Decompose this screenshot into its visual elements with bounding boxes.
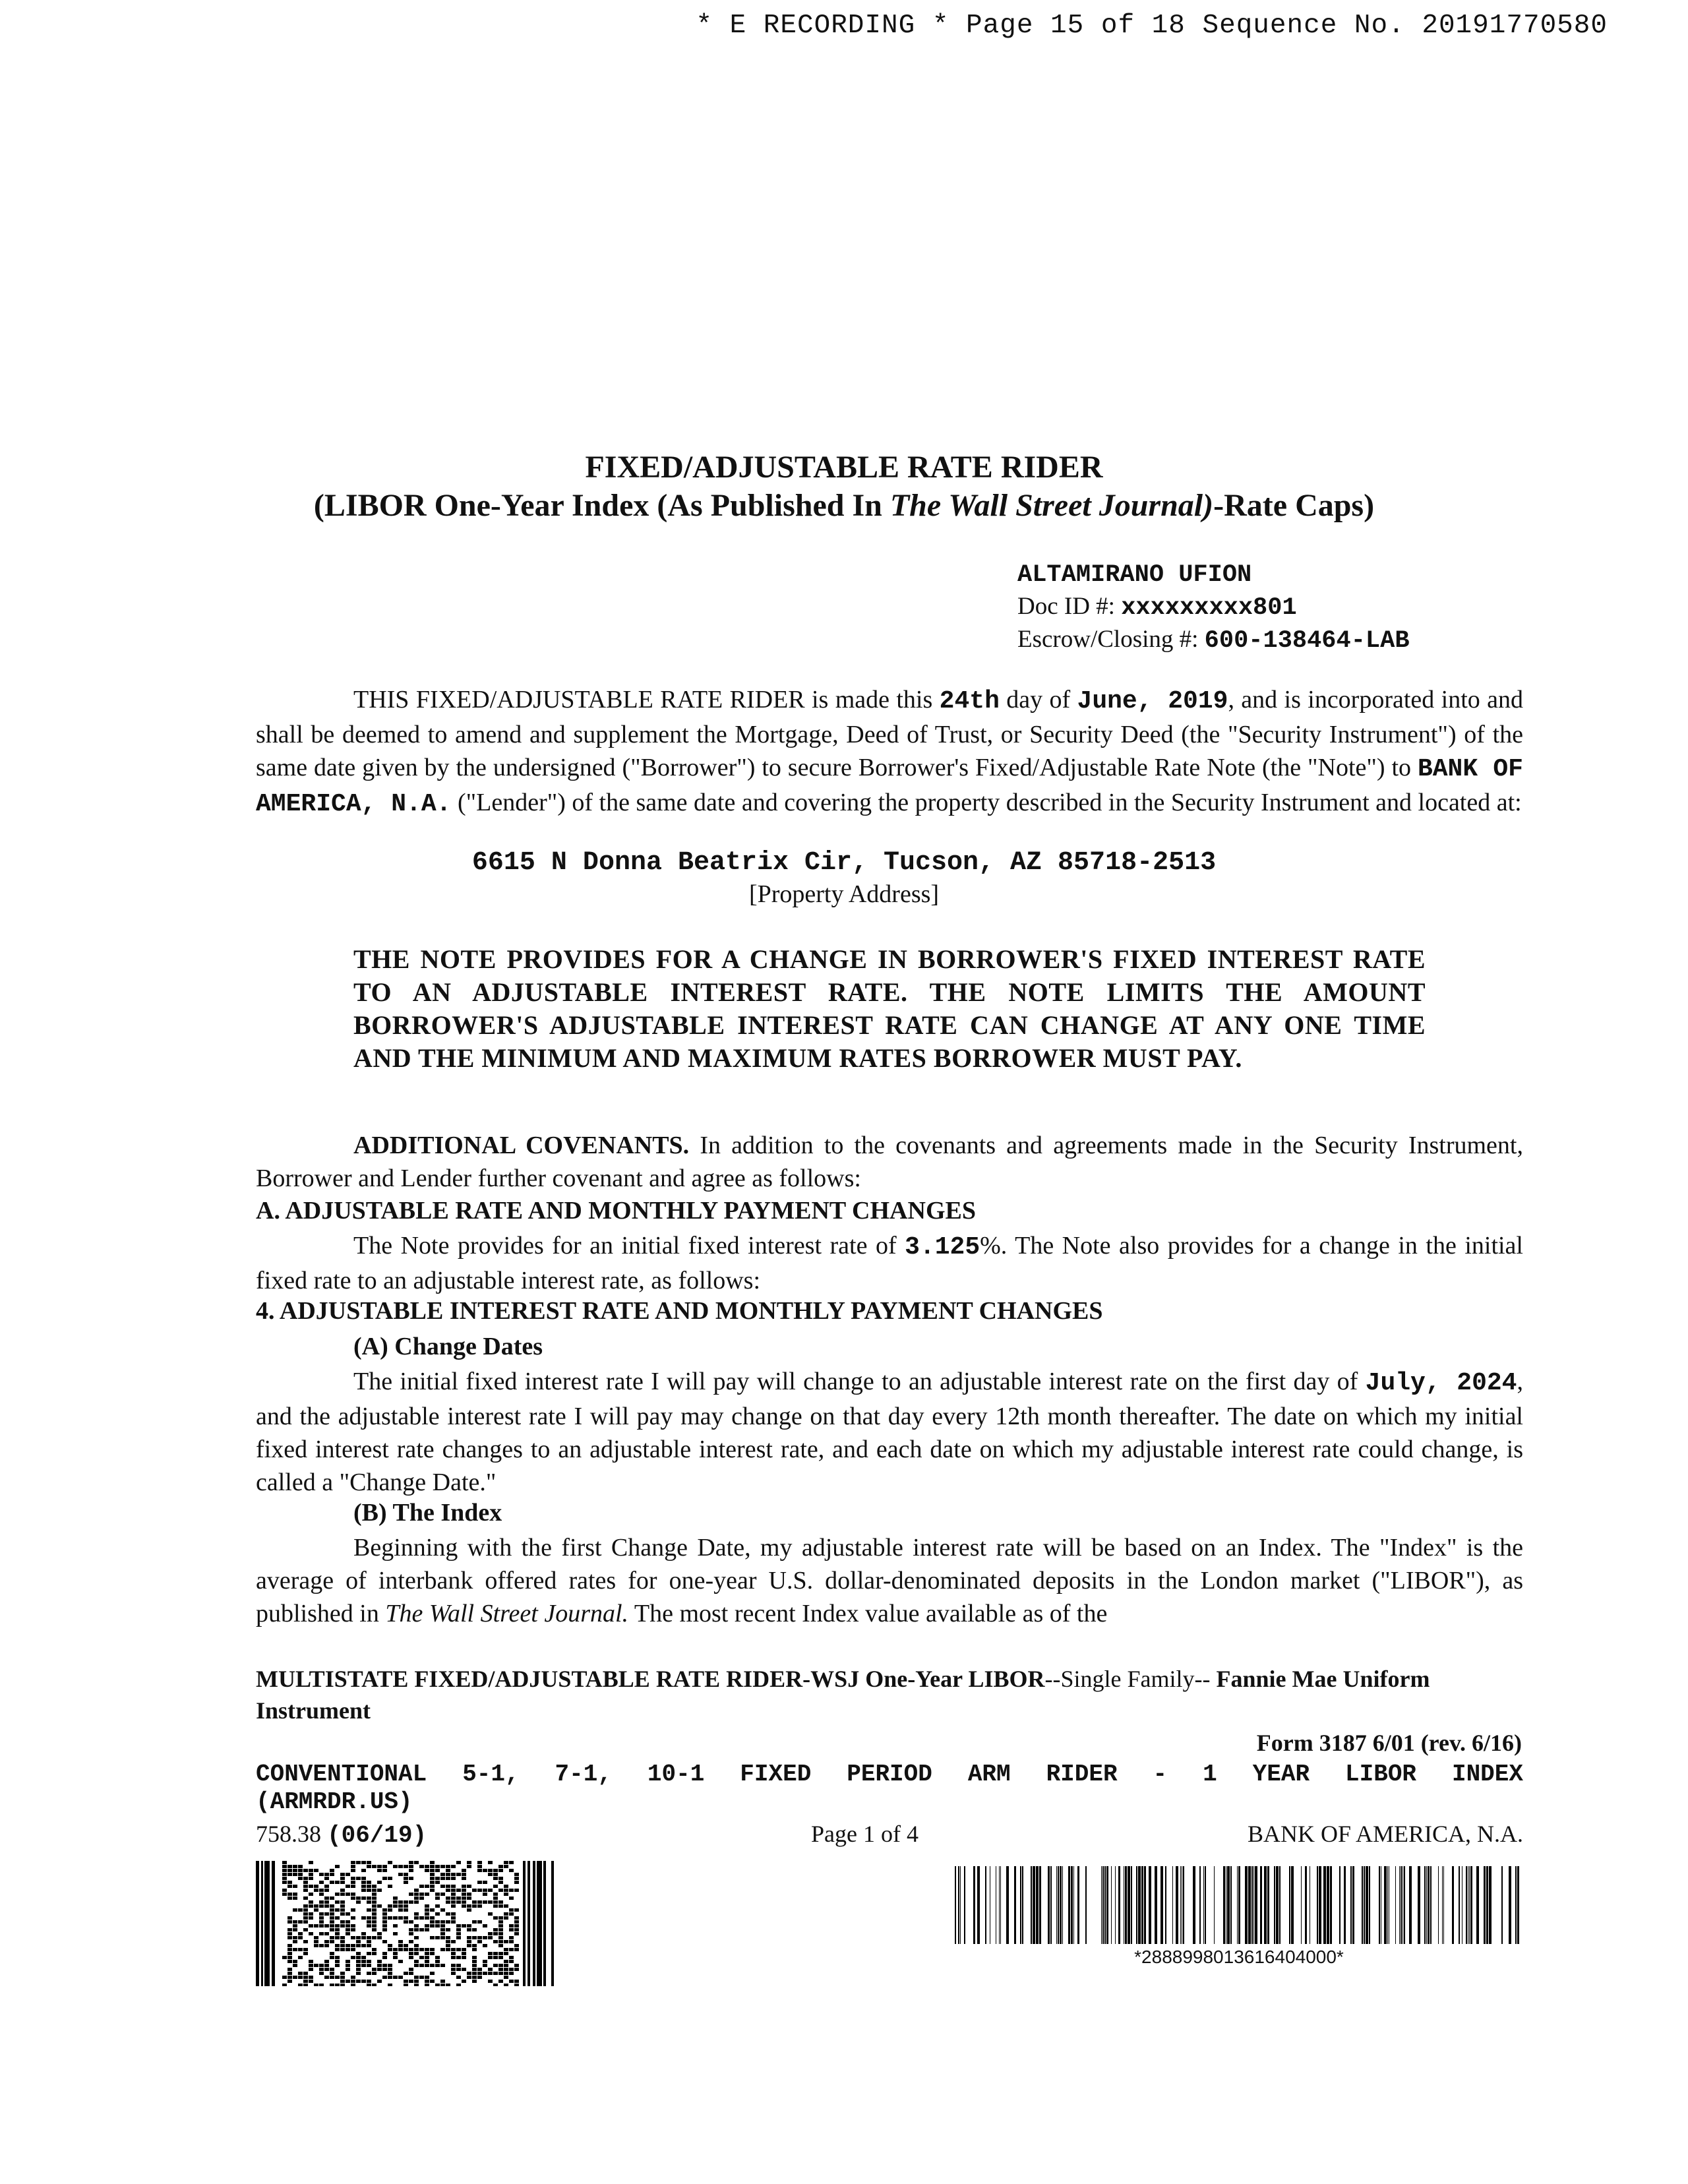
footer-lender: BANK OF AMERICA, N.A. — [1247, 1821, 1523, 1847]
footer-form-number: Form 3187 6/01 (rev. 6/16) — [1256, 1730, 1522, 1756]
change-dates-heading: (A) Change Dates — [353, 1333, 543, 1360]
2d-barcode-icon — [256, 1861, 560, 1986]
property-address-caption: [Property Address] — [748, 880, 940, 908]
section-a-heading: A. ADJUSTABLE RATE AND MONTHLY PAYMENT CHANGES — [256, 1197, 976, 1225]
doc-id: Doc ID #: xxxxxxxxx801 — [1017, 593, 1297, 622]
rate-change-notice: THE NOTE PROVIDES FOR A CHANGE IN BORROWER'S FIXED INTEREST RATE TO AN ADJUSTABLE INTEREST RATE. THE NOTE LIMITS THE AMOUNT BORROWER'S ADJUSTABLE INTEREST RATE CAN CHANGE AT ANY ONE TIME AND THE MINIMUM AND MAXIMUM RATES BORROWER MUST PAY. — [353, 944, 1426, 1073]
section-4-heading: 4. ADJUSTABLE INTEREST RATE AND MONTHLY PAYMENT CHANGES — [256, 1297, 1103, 1325]
document-ids — [1017, 559, 1410, 657]
footer-product-name: CONVENTIONAL 5-1, 7-1, 10-1 FIXED PERIOD ARM RIDER - 1 YEAR LIBOR INDEX — [256, 1761, 1523, 1788]
title-line-2: (LIBOR One-Year Index (As Published In The Wall Street Journal)-Rate Caps) — [313, 488, 1375, 523]
index-paragraph: Beginning with the first Change Date, my adjustable interest rate will be based on an Index. The "Index" is the average of interbank offered rates for one-year U.S. dollar-denominated deposits in the London market ("LIBOR"), as published in The Wall Street Journal. The most recent Index value available as of the — [256, 1534, 1523, 1627]
recording-header: * E RECORDING * Page 15 of 18 Sequence No. 20191770580 — [696, 11, 1608, 41]
footer-version: 758.38 (06/19) — [256, 1821, 427, 1849]
additional-covenants: ADDITIONAL COVENANTS. In addition to the covenants and agreements made in the Security Instrument, Borrower and Lender further covenant and agree as follows: — [256, 1132, 1523, 1192]
change-dates-paragraph: The initial fixed interest rate I will pay will change to an adjustable interest rate on the first day of July, 2024, and the adjustable interest rate I will pay may change on that day every 12th month thereafter. The date on which my initial fixed interest rate changes to an adjustable interest rate, and each date on which my adjustable interest rate could change, is called a "Change Date." — [256, 1368, 1523, 1496]
index-heading: (B) The Index — [353, 1499, 502, 1527]
page-number: Page 1 of 4 — [811, 1821, 919, 1847]
barcode-text: *2888998013616404000* — [1134, 1947, 1344, 1967]
intro-paragraph: THIS FIXED/ADJUSTABLE RATE RIDER is made this 24th day of June, 2019, and is incorporated into and shall be deemed to amend and supplement the Mortgage, Deed of Trust, or Security Deed (the "Security Instrument") of the same date given by the undersigned ("Borrower") to secure Borrower's Fixed/Adjustable Rate Note (the "Note") to BANK OF AMERICA, N.A. ("Lender") of the same date and covering the property described in the Security Instrument and located at: — [256, 686, 1524, 818]
document-title — [0, 448, 1688, 525]
title-line-1: FIXED/ADJUSTABLE RATE RIDER — [585, 450, 1103, 485]
footer-product-code: (ARMRDR.US) — [256, 1788, 413, 1815]
borrower-name: ALTAMIRANO UFION — [1017, 561, 1252, 589]
section-a-paragraph: The Note provides for an initial fixed interest rate of 3.125%. The Note also provides for a change in the initial fixed rate to an adjustable interest rate, as follows: — [256, 1232, 1523, 1294]
escrow-number: Escrow/Closing #: 600-138464-LAB — [1017, 626, 1410, 655]
footer-form-title: MULTISTATE FIXED/ADJUSTABLE RATE RIDER-WSJ One-Year LIBOR--Single Family-- Fannie Mae Uniform Instrument — [256, 1666, 1430, 1724]
barcode-icon — [955, 1866, 1523, 1944]
property-address: 6615 N Donna Beatrix Cir, Tucson, AZ 85718-2513 — [471, 848, 1217, 878]
